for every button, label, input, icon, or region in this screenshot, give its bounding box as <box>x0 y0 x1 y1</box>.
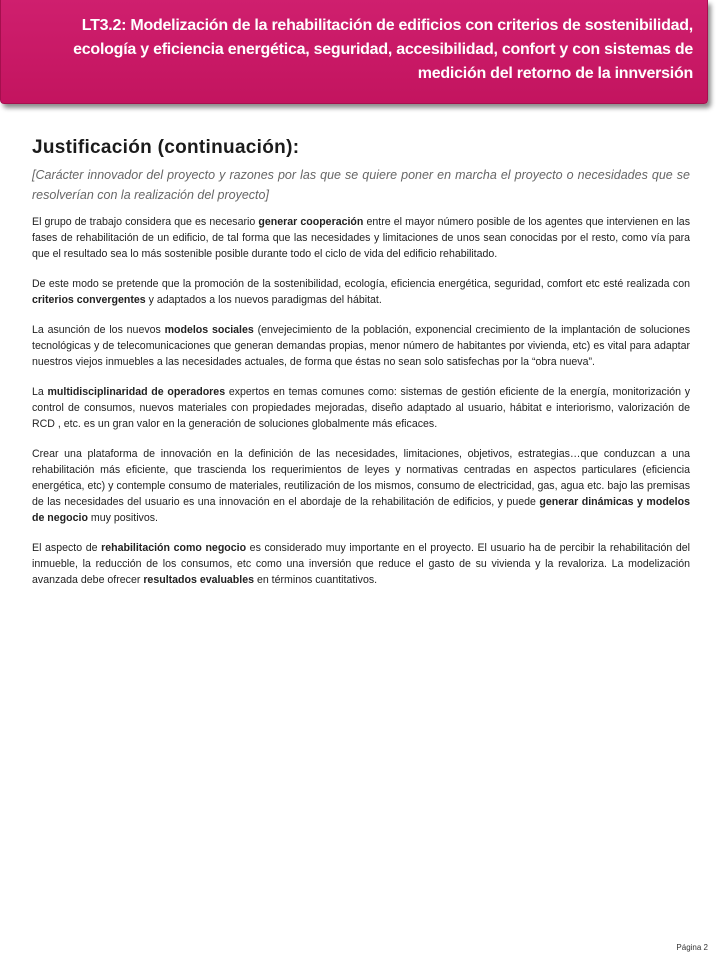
paragraph-cooperacion: El grupo de trabajo considera que es necesario generar cooperación entre el mayor número posible de los agentes que intervienen en las fases de rehabilitación de un edificio, de tal forma que las necesidades y limitaciones de unos sean conocidas por el resto, como vía para que el resultado sea lo más sostenible posible durante todo el ciclo de vida del edificio rehabilitado. <box>32 216 690 260</box>
bold-phrase: modelos sociales <box>164 324 254 336</box>
bold-phrase: generar cooperación <box>258 216 364 228</box>
paragraph-plataforma: Crear una plataforma de innovación en la definición de las necesidades, limitaciones, objetivos, estrategias…que conduzcan a una rehabilitación más eficiente, que trascienda los requerimientos de leyes y normativas centradas en aspectos particulares (eficiencia energética, etc) y contemple consumo de materiales, reutilización de los mismos, consumo de electricidad, gas, agua etc. bajo las premisas de las necesidades del usuario es una innovación en el abordaje de la rehabilitación de edificios, y puede generar dinámicas y modelos de negocio muy positivos. <box>32 448 690 524</box>
bold-phrase: resultados evaluables <box>143 574 255 586</box>
page-number: Página 2 <box>676 943 708 952</box>
section-heading: Justificación (continuación): <box>32 137 300 158</box>
bold-phrase: multidisciplinaridad de operadores <box>47 386 226 398</box>
title-banner <box>0 0 708 104</box>
paragraph-criterios: De este modo se pretende que la promoción de la sostenibilidad, ecología, eficiencia energética, seguridad, comfort etc esté realizada con criterios convergentes y adaptados a los nuevos paradigmas del hábitat. <box>32 278 690 306</box>
bold-phrase: rehabilitación como negocio <box>101 542 247 554</box>
document-title: LT3.2: Modelización de la rehabilitación de edificios con criterios de sostenibilidad, ecología y eficiencia energética, seguridad, accesibilidad, confort y con sistemas de medición del retorno de la innversión <box>73 17 693 82</box>
bold-phrase: criterios convergentes <box>32 294 146 306</box>
body-text <box>32 214 690 602</box>
bold-phrase: generar dinámicas y modelos de negocio <box>32 496 690 524</box>
paragraph-multidisciplinaridad: La multidisciplinaridad de operadores expertos en temas comunes como: sistemas de gestión eficiente de la energía, monitorización y control de consumos, nuevos materiales con propiedades mejoradas, diseño adaptado al usuario, hábitat e interiorismo, valorización de RCD , etc. es un gran valor en la generación de soluciones globalmente más eficaces. <box>32 386 690 430</box>
paragraph-negocio: El aspecto de rehabilitación como negocio es considerado muy importante en el proyecto. El usuario ha de percibir la rehabilitación del inmueble, la reducción de los consumos, etc como una inversión que reduce el gasto de su vivienda y la revaloriza. La modelización avanzada debe ofrecer resultados evaluables en términos cuantitativos. <box>32 542 690 586</box>
section-intro: [Carácter innovador del proyecto y razones por las que se quiere poner en marcha el proyecto o necesidades que se resolverían con la realización del proyecto] <box>32 168 690 202</box>
paragraph-modelos-sociales: La asunción de los nuevos modelos sociales (envejecimiento de la población, exponencial crecimiento de la implantación de soluciones tecnológicas y de telecomunicaciones que generan demandas propias, menor número de habitantes por vivienda, etc) es vital para adaptar nuestros viejos inmuebles a las necesidades actuales, de forma que éstas no sean solo satisfechas por la “obra nueva”. <box>32 324 690 368</box>
